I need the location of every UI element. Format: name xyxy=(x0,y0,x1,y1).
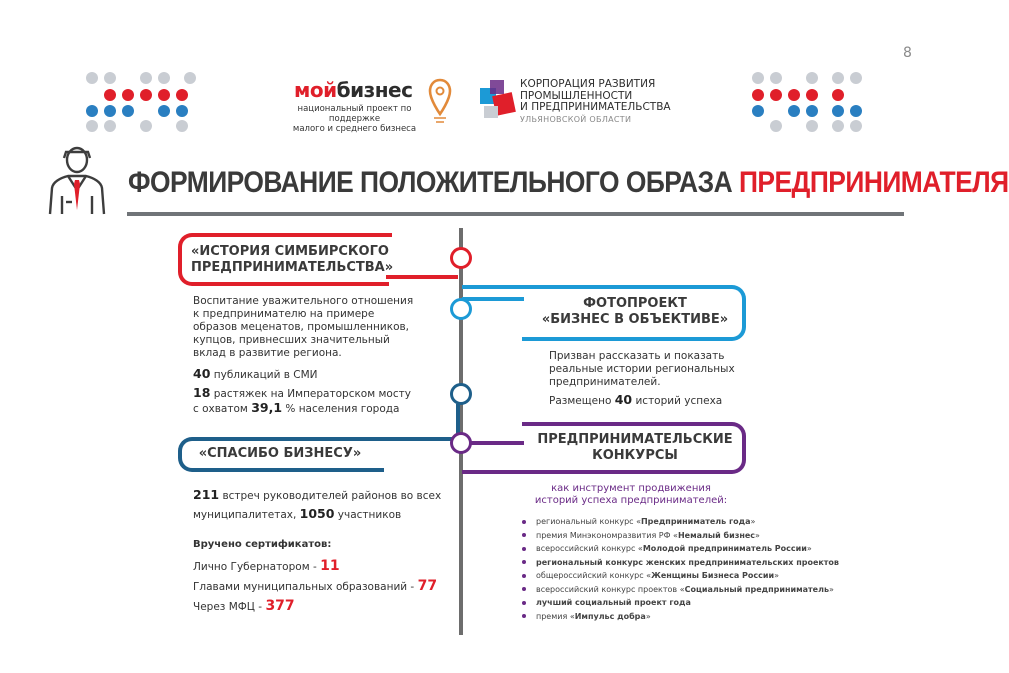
timeline-node-thanks xyxy=(450,383,472,405)
stat-coverage: с охватом 39,1 % населения города xyxy=(193,400,400,415)
list-item: премия «Импульс добра» xyxy=(522,610,839,624)
history-frame-top-end xyxy=(384,233,392,237)
stat-publications: 40 публикаций в СМИ xyxy=(193,366,318,381)
timeline-node-photo xyxy=(450,298,472,320)
photo-description: Призван рассказать и показать реальные истории региональных предпринимателей. Размещено 40 историй успеха xyxy=(549,350,749,408)
cert-governor: Лично Губернатором - 11 xyxy=(193,558,340,574)
stat-meetings: 211 встреч руководителей районов во всех xyxy=(193,487,442,502)
stat-photo-stories: Размещено 40 историй успеха xyxy=(549,392,723,407)
history-connector xyxy=(386,275,458,279)
dot-pattern-left xyxy=(86,72,198,132)
corporation-name: КОРПОРАЦИЯ РАЗВИТИЯ ПРОМЫШЛЕННОСТИ И ПРЕДПРИНИМАТЕЛЬСТВА УЛЬЯНОВСКОЙ ОБЛАСТИ xyxy=(520,78,671,124)
cert-municipal: Главами муниципальных образований - 77 xyxy=(193,578,438,594)
certs-list xyxy=(193,557,437,617)
page-title-accent: ПРЕДПРИНИМАТЕЛЯ xyxy=(738,166,1009,199)
thanks-frame-top xyxy=(376,437,458,441)
stat-participants: муниципалитетах, 1050 участников xyxy=(193,506,402,521)
history-title: «ИСТОРИЯ СИМБИРСКОГО ПРЕДПРИНИМАТЕЛЬСТВА» xyxy=(191,244,394,275)
page-title: ФОРМИРОВАНИЕ ПОЛОЖИТЕЛЬНОГО ОБРАЗА ПРЕДПРИНИМАТЕЛЯ xyxy=(128,166,1009,199)
timeline-node-contests xyxy=(450,432,472,454)
list-item: региональный конкурс женских предпринимательских проектов xyxy=(522,556,839,570)
contests-frame-bottom xyxy=(462,470,524,474)
dot-pattern-right xyxy=(752,72,864,132)
dot-grid xyxy=(752,72,862,132)
list-item: лучший социальный проект года xyxy=(522,596,839,610)
timeline-node-history xyxy=(450,247,472,269)
businessman-icon xyxy=(44,144,110,216)
moibiznes-tagline: национальный проект по поддержке малого и среднего бизнеса xyxy=(292,104,417,134)
list-item: премия Минэкономразвития РФ «Немалый бизнес» xyxy=(522,529,839,543)
dot-grid xyxy=(86,72,196,132)
list-item: всероссийский конкурс «Молодой предприниматель России» xyxy=(522,542,839,556)
contests-intro: как инструмент продвижения историй успеха предпринимателей: xyxy=(534,483,728,506)
history-stats xyxy=(193,367,443,416)
contests-title: ПРЕДПРИНИМАТЕЛЬСКИЕ КОНКУРСЫ xyxy=(537,432,733,463)
moibiznes-wordmark: мойбизнес xyxy=(294,78,413,102)
map-pin-icon xyxy=(428,78,452,124)
history-description: Воспитание уважительного отношения к предпринимателю на примере образов меценатов, промышленников, купцов, привнесших значительный вклад в развитие региона. xyxy=(193,295,414,359)
thanks-stats xyxy=(193,486,453,524)
photo-frame-top xyxy=(462,285,524,289)
list-item: общероссийский конкурс «Женщины Бизнеса России» xyxy=(522,569,839,583)
photo-title: ФОТОПРОЕКТ «БИЗНЕС В ОБЪЕКТИВЕ» xyxy=(541,296,729,327)
photo-connector xyxy=(462,297,524,301)
thanks-frame-bottom-end xyxy=(376,468,384,472)
corporation-logo-icon xyxy=(478,78,518,124)
certs-heading: Вручено сертификатов: xyxy=(193,539,332,550)
contests-list xyxy=(522,515,839,623)
page-number: 8 xyxy=(903,45,912,61)
moibiznes-logo xyxy=(282,78,452,134)
stat-banners: 18 растяжек на Императорском мосту xyxy=(193,385,411,400)
list-item: всероссийский конкурс проектов «Социальный предприниматель» xyxy=(522,583,839,597)
list-item: региональный конкурс «Предприниматель года» xyxy=(522,515,839,529)
thanks-title: «СПАСИБО БИЗНЕСУ» xyxy=(198,446,362,461)
title-underline xyxy=(127,212,904,216)
cert-mfc: Через МФЦ - 377 xyxy=(193,598,295,614)
